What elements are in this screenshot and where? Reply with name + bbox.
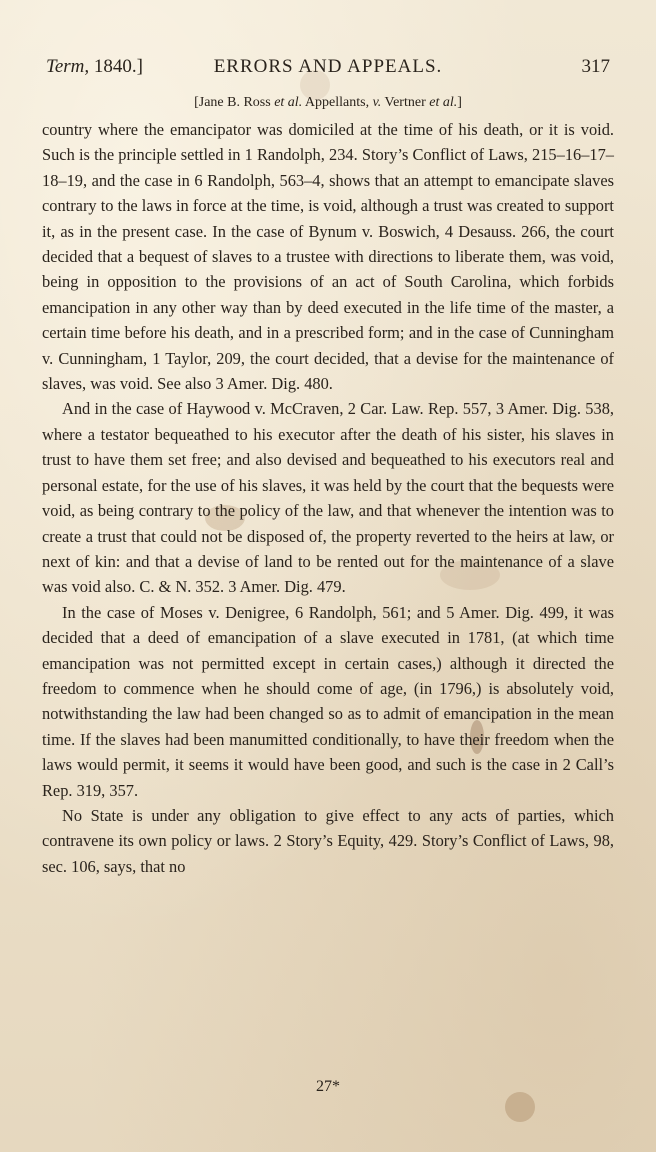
header-title: ERRORS AND APPEALS. bbox=[213, 56, 443, 77]
case-caption bbox=[0, 94, 656, 112]
page-number: 317 bbox=[581, 56, 610, 77]
header-term-year: 1840.] bbox=[89, 56, 143, 77]
caption-part-1: [Jane B. Ross bbox=[194, 95, 275, 110]
caption-part-2: Appellants, bbox=[302, 95, 373, 110]
paragraph-2: And in the case of Haywood v. McCraven, 2 Car. Law. Rep. 557, 3 Amer. Dig. 538, where a testator bequeathed to his executor after the death of his sister, his slaves in trust to have them set free; and also devised and bequeathed to his executors real and personal estate, for the use of his slaves, it was held by the court that the bequests were void, as being contrary to the policy of the law, and that whenever the intention was to create a trust that could not be disposed of, the property reverted to the heirs at law, or next of kin: and that a devise of land to be rented out for the maintenance of a slave was void also. C. & N. 352. 3 Amer. Dig. 479. bbox=[42, 399, 614, 597]
running-header bbox=[46, 52, 610, 82]
caption-et-al-1: et al. bbox=[274, 95, 303, 110]
header-term-word: Term, bbox=[46, 56, 90, 77]
signature-mark: 27* bbox=[316, 1078, 340, 1095]
caption-part-3: Vertner bbox=[381, 95, 430, 110]
paragraph-1: country where the emancipator was domiciled at the time of his death, or it is void. Such is the principle settled in 1 Randolph, 234. Story’s Conflict of Laws, 215–16–17–18–19, and the case in 6 Randolph, 563–4, shows that an attempt to emancipate slaves contrary to the laws in force at the time, is void, although a trust was created to support it, as in the present case. In the case of Bynum v. Boswich, 4 Desauss. 266, the court decided that a bequest of slaves to a trustee with directions to liberate them, was void, being in opposition to the provisions of an act of South Carolina, which forbids emancipation in any other way than by deed executed in the life time of the master, a certain time before his death, and in a prescribed form; and in the case of Cunningham v. Cunningham, 1 Taylor, 209, the court decided, that a devise for the maintenance of slaves, was void. See also 3 Amer. Dig. 480. bbox=[42, 120, 614, 394]
caption-part-4: ] bbox=[457, 95, 462, 110]
body-text bbox=[42, 117, 614, 879]
paragraph-4: No State is under any obligation to give effect to any acts of parties, which contravene its own policy or laws. 2 Story’s Equity, 429. Story’s Conflict of Laws, 98, sec. 106, says, that no bbox=[42, 805, 614, 876]
caption-et-al-2: et al. bbox=[429, 95, 458, 110]
caption-versus: v. bbox=[372, 95, 382, 110]
paragraph-3: In the case of Moses v. Denigree, 6 Randolph, 561; and 5 Amer. Dig. 499, it was decided that a deed of emancipation of a slave executed in 1781, (at which time emancipation was not permitted except in certain cases,) although it directed the freedom to commence when he should come of age, (in 1796,) is absolutely void, notwithstanding the law had been changed so as to admit of emancipation in the mean time. If the slaves had been manumitted conditionally, to have their freedom when the laws would permit, it seems it would have been good, and such is the case in 2 Call’s Rep. 319, 357. bbox=[42, 602, 614, 800]
